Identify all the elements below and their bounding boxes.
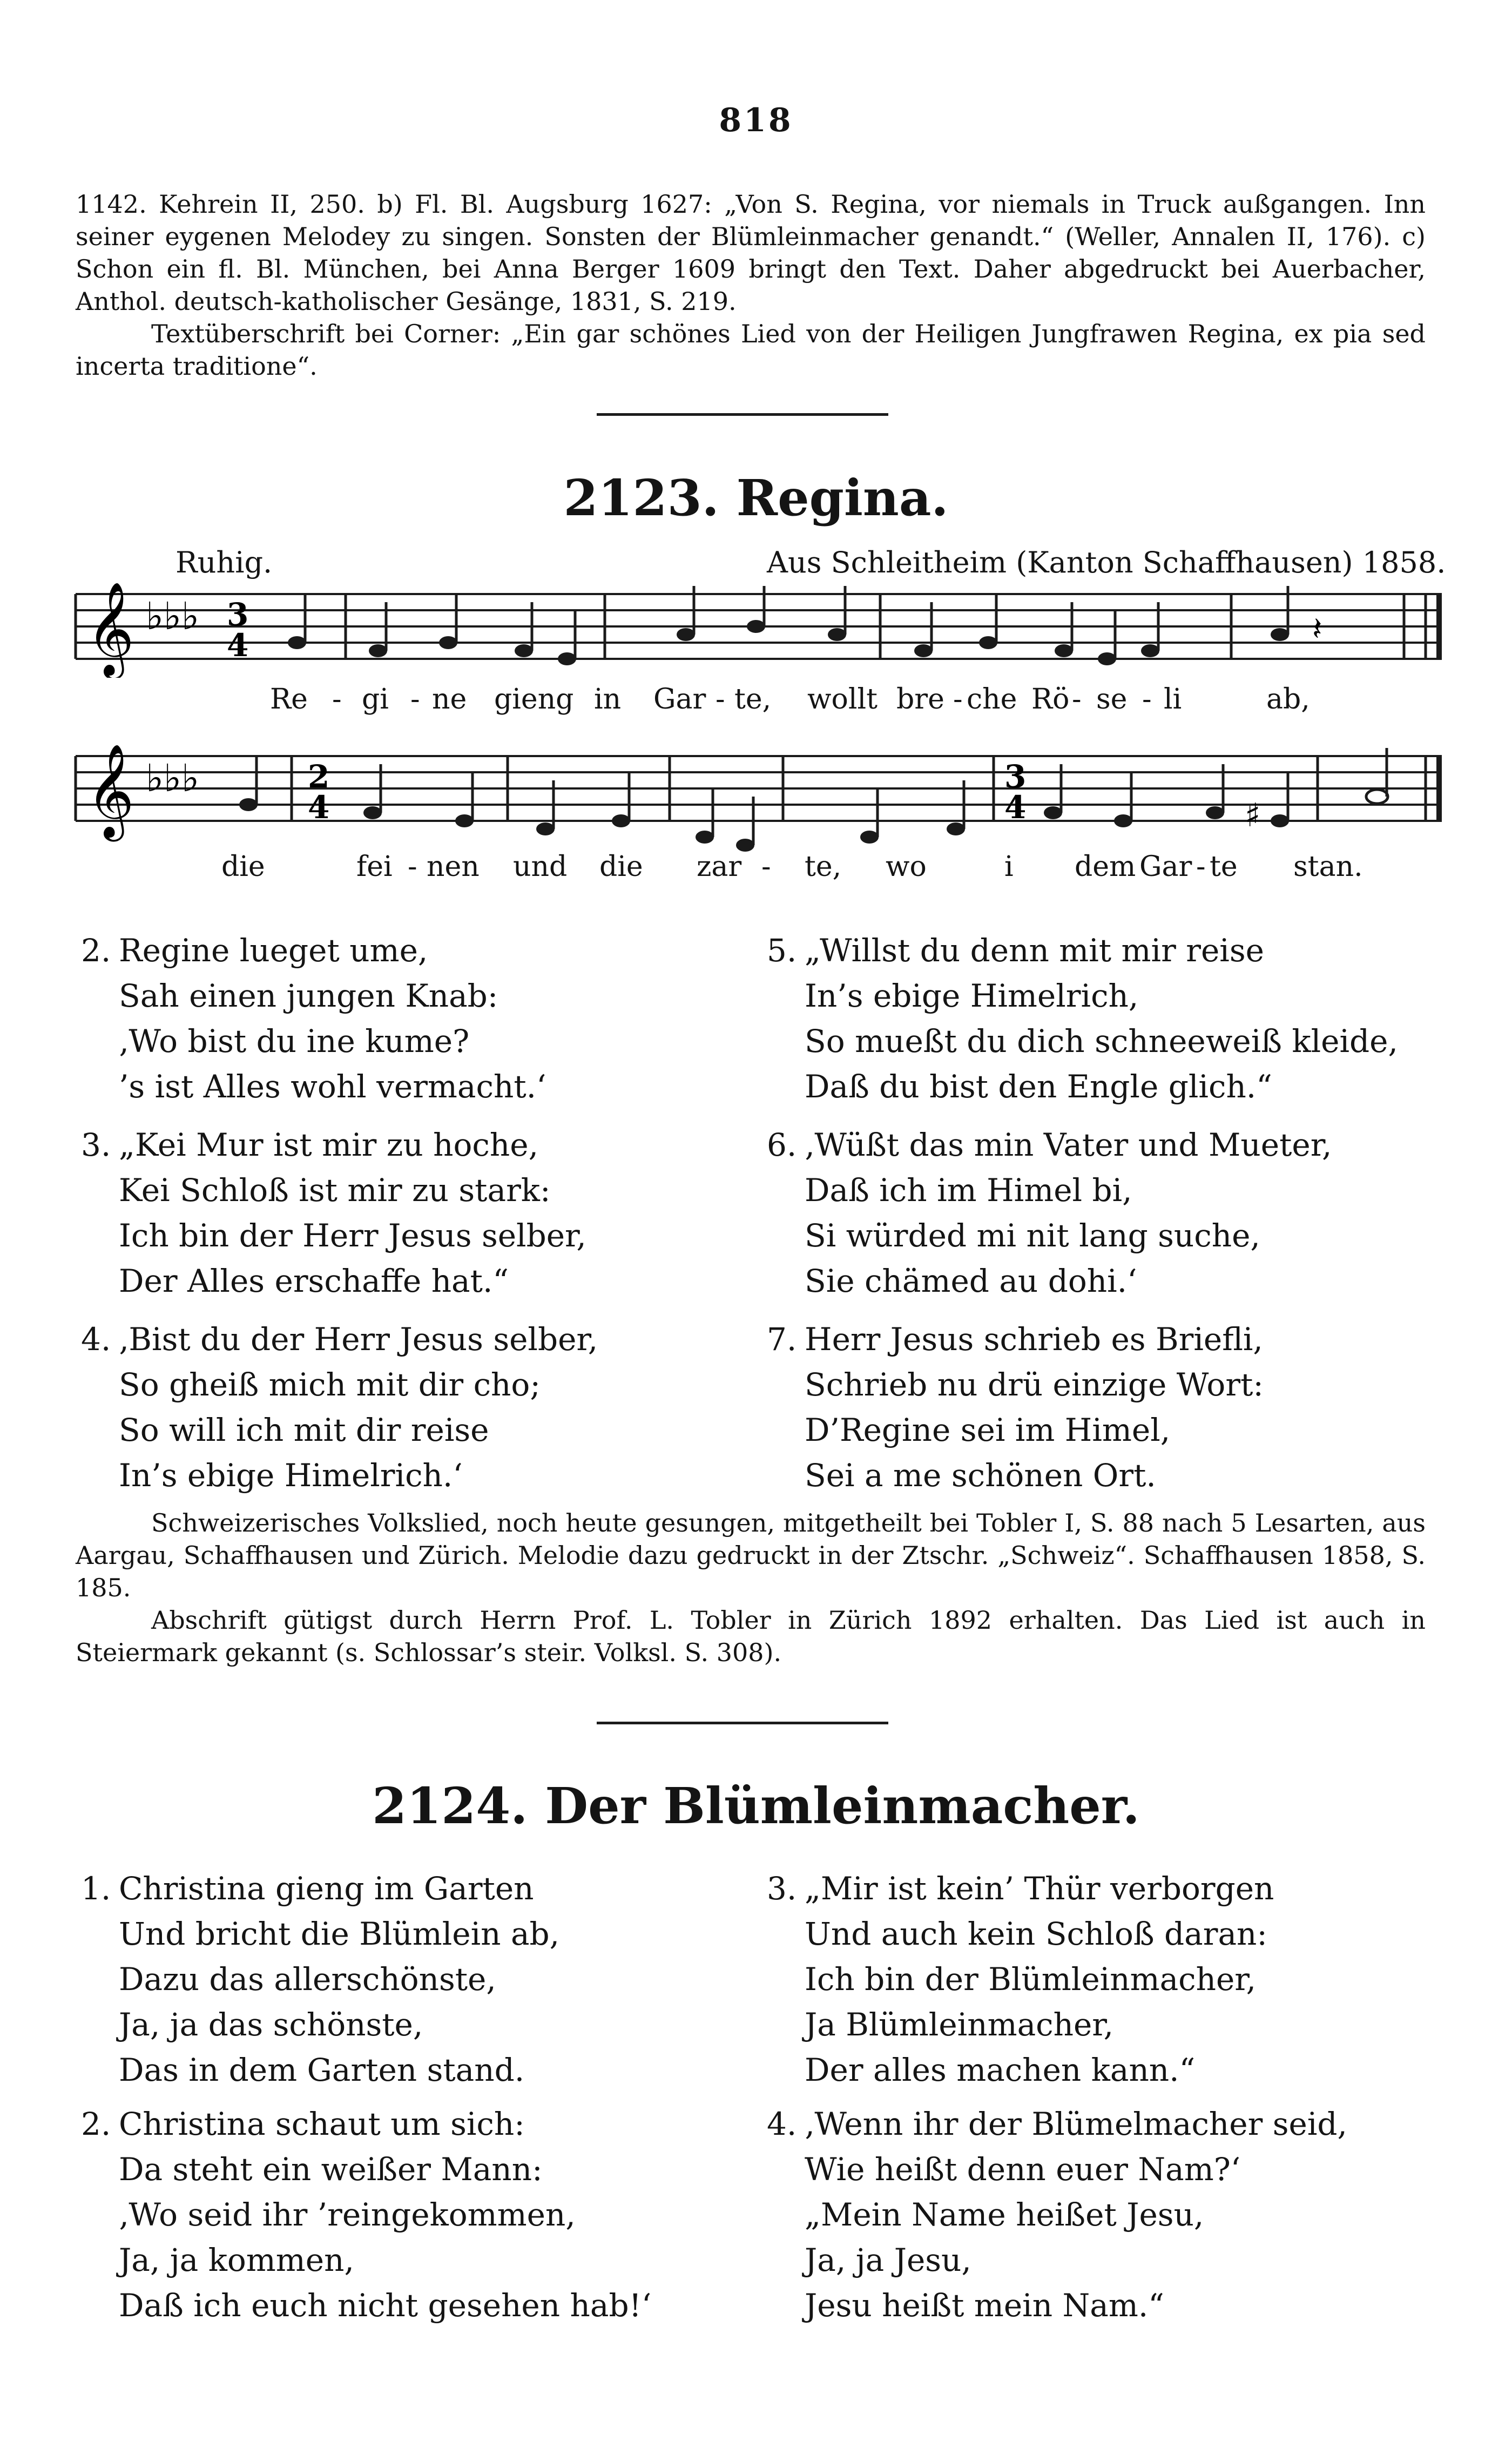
verse-line: Und bricht die Blümlein ab, bbox=[119, 1916, 560, 1952]
verses-right-column bbox=[767, 928, 1458, 1498]
verse-line: „Willst du denn mit mir reise bbox=[805, 932, 1264, 969]
lyric-syllable: gieng bbox=[494, 683, 574, 716]
verses-right-column bbox=[767, 1866, 1458, 2328]
verse-line: In’s ebige Himelrich.‘ bbox=[119, 1457, 463, 1494]
page-number: 818 bbox=[719, 102, 793, 139]
lyric-syllable: in bbox=[594, 683, 622, 716]
commentary-paragraph: 1142. Kehrein II, 250. b) Fl. Bl. Augsburg 1627: „Von S. Regina, vor niemals in Truck außgangen. Inn seiner eygenen Melodey zu singen. Sonsten der Blümleinmacher genandt.“ (Weller, Annalen II, 176). c) Schon ein fl. Bl. München, bei Anna Berger 1609 bringt den Text. Daher abgedruckt bei Auerbacher, Anthol. deutsch-katholischer Gesänge, 1831, S. 219. bbox=[76, 190, 1426, 316]
svg-text:3: 3 bbox=[1004, 758, 1027, 795]
svg-text:4: 4 bbox=[227, 627, 249, 664]
lyric-hyphen: - bbox=[408, 851, 417, 883]
verse-line: Christina gieng im Garten bbox=[119, 1870, 534, 1907]
verse-line: Daß ich im Himel bi, bbox=[805, 1172, 1132, 1209]
verse-line: ‚Wo seid ihr ’reingekommen, bbox=[119, 2196, 576, 2233]
verse-line: In’s ebige Himelrich, bbox=[805, 977, 1139, 1014]
verse-line: Ich bin der Blümleinmacher, bbox=[805, 1961, 1257, 1998]
verse-number: 5. bbox=[767, 932, 797, 969]
verse-line: D’Regine sei im Himel, bbox=[805, 1412, 1171, 1448]
verse-line: Das in dem Garten stand. bbox=[119, 2052, 525, 2088]
verse-line: Jesu heißt mein Nam.“ bbox=[805, 2287, 1164, 2324]
lyric-syllable: che bbox=[967, 683, 1017, 716]
separator-rule bbox=[597, 1722, 888, 1724]
lyrics-line-1 bbox=[0, 683, 1512, 721]
lyric-syllable: stan. bbox=[1293, 851, 1363, 883]
song-title: Regina. bbox=[736, 469, 949, 527]
verse-line: Wie heißt denn euer Nam?‘ bbox=[805, 2151, 1241, 2188]
verse-line: Sie chämed au dohi.‘ bbox=[805, 1263, 1137, 1299]
treble-clef-icon: 𝄞 bbox=[86, 583, 134, 676]
svg-text:4: 4 bbox=[308, 789, 330, 826]
lyric-syllable: Gar bbox=[1139, 851, 1192, 883]
verse-line: Dazu das allerschönste, bbox=[119, 1961, 496, 1998]
verse-line: So mueßt du dich schneeweiß kleide, bbox=[805, 1023, 1398, 1060]
verse-block bbox=[81, 1866, 756, 2093]
commentary-paragraph: Textüberschrift bei Corner: „Ein gar schönes Lied von der Heiligen Jungfrawen Regina, ex pia sed incerta traditione“. bbox=[76, 319, 1426, 381]
song-commentary bbox=[76, 1507, 1426, 1669]
song-heading bbox=[0, 1777, 1512, 1835]
verse-block bbox=[767, 1122, 1458, 1304]
lyric-hyphen: - bbox=[761, 851, 771, 883]
treble-clef-icon: 𝄞 bbox=[86, 745, 134, 838]
verses-left-column bbox=[81, 928, 756, 1498]
verse-number: 4. bbox=[81, 1321, 111, 1358]
commentary-paragraph: Abschrift gütigst durch Herrn Prof. L. Tobler in Zürich 1892 erhalten. Das Lied ist auch in Steiermark gekannt (s. Schlossar’s steir. Volksl. S. 308). bbox=[76, 1606, 1426, 1667]
verse-line: Regine lueget ume, bbox=[119, 932, 428, 969]
verse-line: Sah einen jungen Knab: bbox=[119, 977, 498, 1014]
verse-line: ’s ist Alles wohl vermacht.‘ bbox=[119, 1068, 546, 1105]
lyric-syllable: dem bbox=[1075, 851, 1136, 883]
lyric-syllable: wollt bbox=[807, 683, 878, 716]
lyric-syllable: wo bbox=[886, 851, 927, 883]
verse-line: Und auch kein Schloß daran: bbox=[805, 1916, 1267, 1952]
lyric-syllable: Gar bbox=[653, 683, 706, 716]
verse-line: „Mein Name heißet Jesu, bbox=[805, 2196, 1204, 2233]
song-number: 2124. bbox=[372, 1777, 528, 1835]
origin-note: Aus Schleitheim (Kanton Schaffhausen) 1858. bbox=[767, 545, 1446, 579]
verse-line: Ja, ja Jesu, bbox=[805, 2242, 971, 2278]
verse-number: 2. bbox=[81, 932, 111, 969]
lyric-syllable: zar bbox=[697, 851, 742, 883]
song-heading bbox=[0, 469, 1512, 527]
svg-text:3: 3 bbox=[227, 596, 249, 633]
verse-line: Kei Schloß ist mir zu stark: bbox=[119, 1172, 551, 1209]
commentary-paragraph: Schweizerisches Volkslied, noch heute gesungen, mitgetheilt bei Tobler I, S. 88 nach 5 Lesarten, aus Aargau, Schaffhausen und Zürich. Melodie dazu gedruckt in der Ztschr. „Schweiz“. Schaffhausen 1858, S. 185. bbox=[76, 1508, 1426, 1602]
lyric-syllable: die bbox=[221, 851, 265, 883]
verse-block bbox=[81, 2101, 756, 2328]
verse-line: Ja, ja kommen, bbox=[119, 2242, 354, 2278]
lyric-syllable: te bbox=[1210, 851, 1238, 883]
lyric-syllable: ne bbox=[432, 683, 467, 716]
verse-line: Ich bin der Herr Jesus selber, bbox=[119, 1217, 586, 1254]
verse-line: Daß du bist den Engle glich.“ bbox=[805, 1068, 1272, 1105]
lyric-hyphen: - bbox=[1142, 683, 1152, 716]
verse-line: Der alles machen kann.“ bbox=[805, 2052, 1196, 2088]
verse-number: 3. bbox=[81, 1127, 111, 1163]
verse-block bbox=[767, 928, 1458, 1109]
separator-rule bbox=[597, 413, 888, 416]
lyric-syllable: gi bbox=[362, 683, 389, 716]
verse-line: So will ich mit dir reise bbox=[119, 1412, 489, 1448]
lyric-syllable: li bbox=[1164, 683, 1182, 716]
lyric-hyphen: - bbox=[716, 683, 725, 716]
lyric-hyphen: - bbox=[410, 683, 420, 716]
verse-line: ‚Bist du der Herr Jesus selber, bbox=[119, 1321, 598, 1358]
lyric-syllable: nen bbox=[427, 851, 480, 883]
verse-block bbox=[767, 2101, 1458, 2328]
verse-line: Schrieb nu drü einzige Wort: bbox=[805, 1366, 1264, 1403]
verse-line: „Mir ist kein’ Thür verborgen bbox=[805, 1870, 1274, 1907]
lyric-hyphen: - bbox=[1196, 851, 1206, 883]
verse-number: 7. bbox=[767, 1321, 797, 1358]
music-staff-2 bbox=[70, 745, 1453, 853]
music-staff-1 bbox=[70, 583, 1453, 678]
lyric-syllable: die bbox=[599, 851, 643, 883]
verse-line: So gheiß mich mit dir cho; bbox=[119, 1366, 541, 1403]
lyric-syllable: und bbox=[513, 851, 568, 883]
lyric-hyphen: - bbox=[332, 683, 342, 716]
lyric-syllable: fei bbox=[356, 851, 393, 883]
song-title: Der Blümleinmacher. bbox=[545, 1777, 1140, 1835]
verse-line: Sei a me schönen Ort. bbox=[805, 1457, 1156, 1494]
lyric-syllable: ab, bbox=[1266, 683, 1310, 716]
verse-number: 1. bbox=[81, 1870, 111, 1907]
verse-block bbox=[81, 1317, 756, 1498]
svg-text:4: 4 bbox=[1004, 789, 1027, 826]
lyric-syllable: bre bbox=[896, 683, 944, 716]
verse-block bbox=[81, 1122, 756, 1304]
svg-text:♭♭♭: ♭♭♭ bbox=[146, 756, 200, 800]
top-commentary bbox=[76, 188, 1426, 382]
lyric-hyphen: - bbox=[1072, 683, 1082, 716]
verse-line: Daß ich euch nicht gesehen hab!‘ bbox=[119, 2287, 652, 2324]
svg-text:𝄽: 𝄽 bbox=[1312, 610, 1322, 648]
verses-left-column bbox=[81, 1866, 756, 2328]
tempo-marking: Ruhig. bbox=[176, 545, 273, 579]
lyric-syllable: Re bbox=[270, 683, 308, 716]
verse-line: ‚Wüßt das min Vater und Mueter, bbox=[805, 1127, 1332, 1163]
svg-text:2: 2 bbox=[308, 758, 330, 795]
verse-number: 2. bbox=[81, 2106, 111, 2142]
svg-text:♯: ♯ bbox=[1245, 797, 1261, 834]
verse-line: Si würded mi nit lang suche, bbox=[805, 1217, 1260, 1254]
verse-line: Christina schaut um sich: bbox=[119, 2106, 525, 2142]
verse-block bbox=[767, 1317, 1458, 1498]
verse-line: „Kei Mur ist mir zu hoche, bbox=[119, 1127, 539, 1163]
verse-block bbox=[81, 928, 756, 1109]
lyric-syllable: se bbox=[1096, 683, 1128, 716]
lyric-syllable: Rö bbox=[1031, 683, 1070, 716]
verse-line: ‚Wo bist du ine kume? bbox=[119, 1023, 470, 1060]
lyric-syllable: i bbox=[1004, 851, 1014, 883]
lyric-hyphen: - bbox=[953, 683, 963, 716]
verse-line: Der Alles erschaffe hat.“ bbox=[119, 1263, 509, 1299]
verse-block bbox=[767, 1866, 1458, 2093]
svg-text:♭♭♭: ♭♭♭ bbox=[146, 594, 200, 638]
lyric-syllable: te, bbox=[734, 683, 772, 716]
lyric-syllable: te, bbox=[805, 851, 842, 883]
verse-number: 4. bbox=[767, 2106, 797, 2142]
verse-line: Ja, ja das schönste, bbox=[119, 2006, 423, 2043]
verse-line: Herr Jesus schrieb es Briefli, bbox=[805, 1321, 1263, 1358]
verse-number: 6. bbox=[767, 1127, 797, 1163]
song-number: 2123. bbox=[563, 469, 719, 527]
verse-line: ‚Wenn ihr der Blümelmacher seid, bbox=[805, 2106, 1347, 2142]
verse-line: Ja Blümleinmacher, bbox=[805, 2006, 1114, 2043]
verse-number: 3. bbox=[767, 1870, 797, 1907]
verse-line: Da steht ein weißer Mann: bbox=[119, 2151, 543, 2188]
lyrics-line-2 bbox=[0, 851, 1512, 888]
